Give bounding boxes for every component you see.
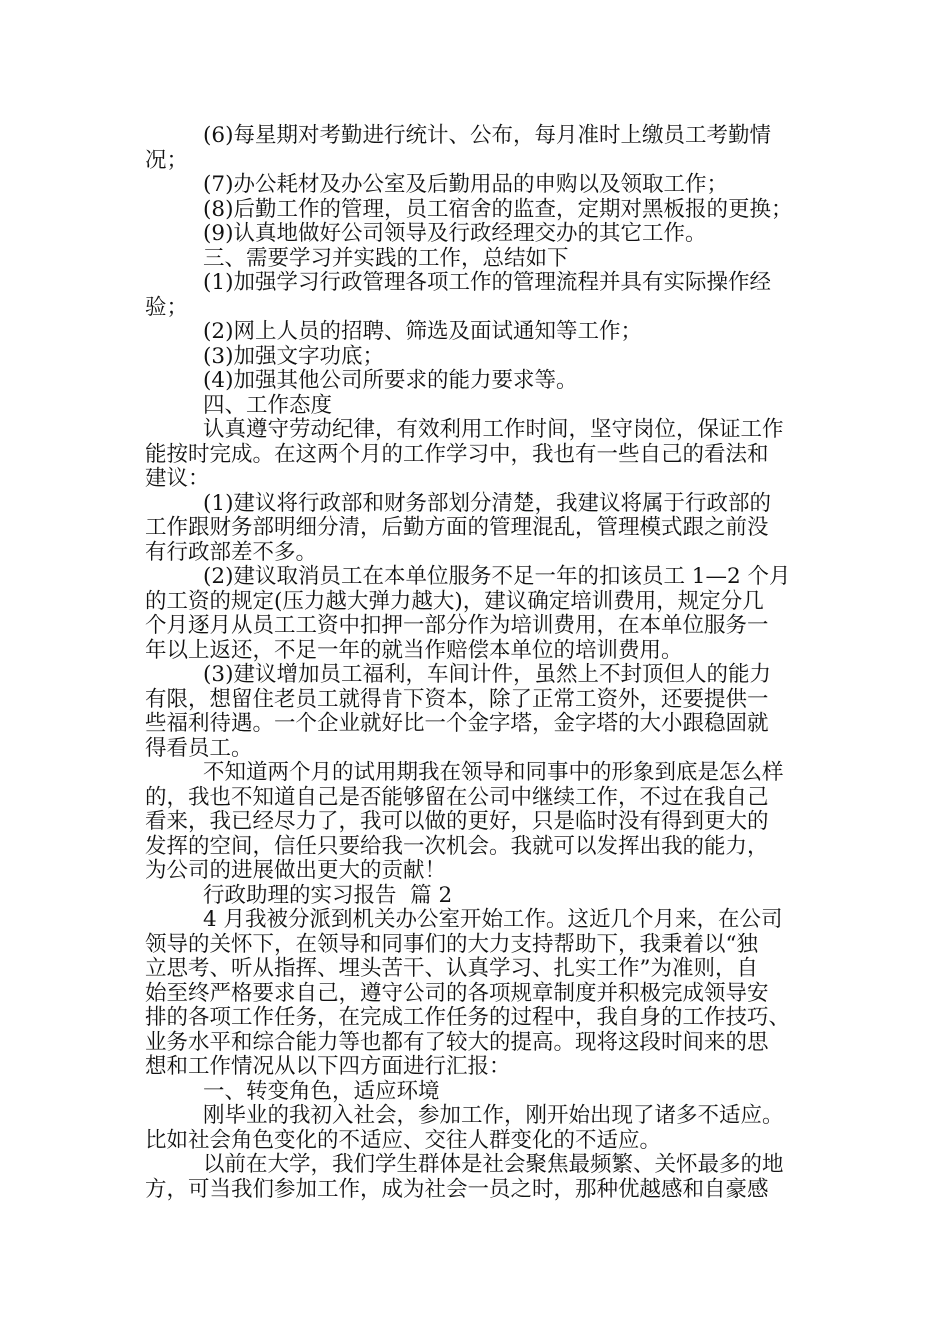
text-line: (1)加强学习行政管理各项工作的管理流程并具有实际操作经 [203,270,771,295]
text-line: 有限，想留住老员工就得肯下资本，除了正常工资外，还要提供一 [145,686,769,712]
text-line: 些福利待遇。一个企业就好比一个金字塔，金字塔的大小跟稳固就 [145,711,769,736]
text-line: 验； [145,294,189,320]
text-line: 的，我也不知道自己是否能够留在公司中继续工作，不过在我自己 [145,784,769,810]
text-line: 刚毕业的我初入社会，参加工作，刚开始出现了诸多不适应。 [203,1103,784,1128]
text-line: (7)办公耗材及办公室及后勤用品的申购以及领取工作； [203,172,728,197]
text-line: 排的各项工作任务，在完成工作任务的过程中，我自身的工作技巧、 [145,1005,791,1030]
text-line: (2)建议取消员工在本单位服务不足一年的扣该员工 1—2 个月 [203,564,791,589]
text-line: 能按时完成。在这两个月的工作学习中，我也有一些自己的看法和 [145,441,769,467]
text-line: (6)每星期对考勤进行统计、公布，每月准时上缴员工考勤情 [203,123,771,148]
text-line: 4 月我被分派到机关办公室开始工作。这近几个月来，在公司 [203,907,783,932]
text-line: 建议： [145,466,210,491]
text-line: 发挥的空间，信任只要给我一次机会。我就可以发挥出我的能力， [145,833,769,859]
text-line: 得看员工。 [145,735,253,761]
text-line: (1)建议将行政部和财务部划分清楚，我建议将属于行政部的 [203,490,771,516]
text-line: 况； [145,147,189,173]
document-body [145,124,813,1202]
text-line: 的工资的规定(压力越大弹力越大)，建议确定培训费用，规定分几 [145,588,764,614]
text-line: 三、需要学习并实践的工作，总结如下 [203,245,569,271]
text-line: (2)网上人员的招聘、筛选及面试通知等工作； [203,319,642,344]
text-line: 想和工作情况从以下四方面进行汇报： [145,1054,511,1079]
text-line: (4)加强其他公司所要求的能力要求等。 [203,368,578,393]
text-line: 为公司的进展做出更大的贡献！ [145,858,447,883]
text-line: (8)后勤工作的管理，员工宿舍的监查，定期对黑板报的更换； [203,196,793,222]
text-line: 有行政部差不多。 [145,539,318,565]
text-line: 领导的关怀下，在领导和同事们的大力支持帮助下，我秉着以“独 [145,931,758,957]
text-line: 个月逐月从员工工资中扣押一部分作为培训费用，在本单位服务一 [145,613,769,638]
text-line: 看来，我已经尽力了，我可以做的更好，只是临时没有得到更大的 [145,809,769,834]
text-line: 认真遵守劳动纪律，有效利用工作时间，坚守岗位，保证工作 [203,417,784,442]
text-line: 行政助理的实习报告 篇 2 [203,882,453,908]
text-line: 一、转变角色，适应环境 [203,1078,440,1104]
text-line: (3)建议增加员工福利，车间计件，虽然上不封顶但人的能力 [203,662,771,687]
text-line: 比如社会角色变化的不适应、交往人群变化的不适应。 [145,1127,662,1153]
text-line: 始至终严格要求自己，遵守公司的各项规章制度并积极完成领导安 [145,980,769,1006]
text-line: 不知道两个月的试用期我在领导和同事中的形象到底是怎么样 [203,760,784,785]
text-line: 以前在大学，我们学生群体是社会聚焦最频繁、关怀最多的地 [203,1152,784,1177]
text-line: (3)加强文字功底； [203,343,384,369]
text-line: (9)认真地做好公司领导及行政经理交办的其它工作。 [203,221,707,246]
text-line: 立思考、听从指挥、埋头苦干、认真学习、扎实工作”为准则，自 [145,956,758,981]
text-line: 方，可当我们参加工作，成为社会一员之时，那种优越感和自豪感 [145,1176,769,1202]
text-line: 年以上返还，不足一年的就当作赔偿本单位的培训费用。 [145,637,683,663]
text-line: 四、工作态度 [203,392,333,418]
text-line: 业务水平和综合能力等也都有了较大的提高。现将这段时间来的思 [145,1029,769,1055]
text-line: 工作跟财务部明细分清，后勤方面的管理混乱，管理模式跟之前没 [145,515,769,540]
